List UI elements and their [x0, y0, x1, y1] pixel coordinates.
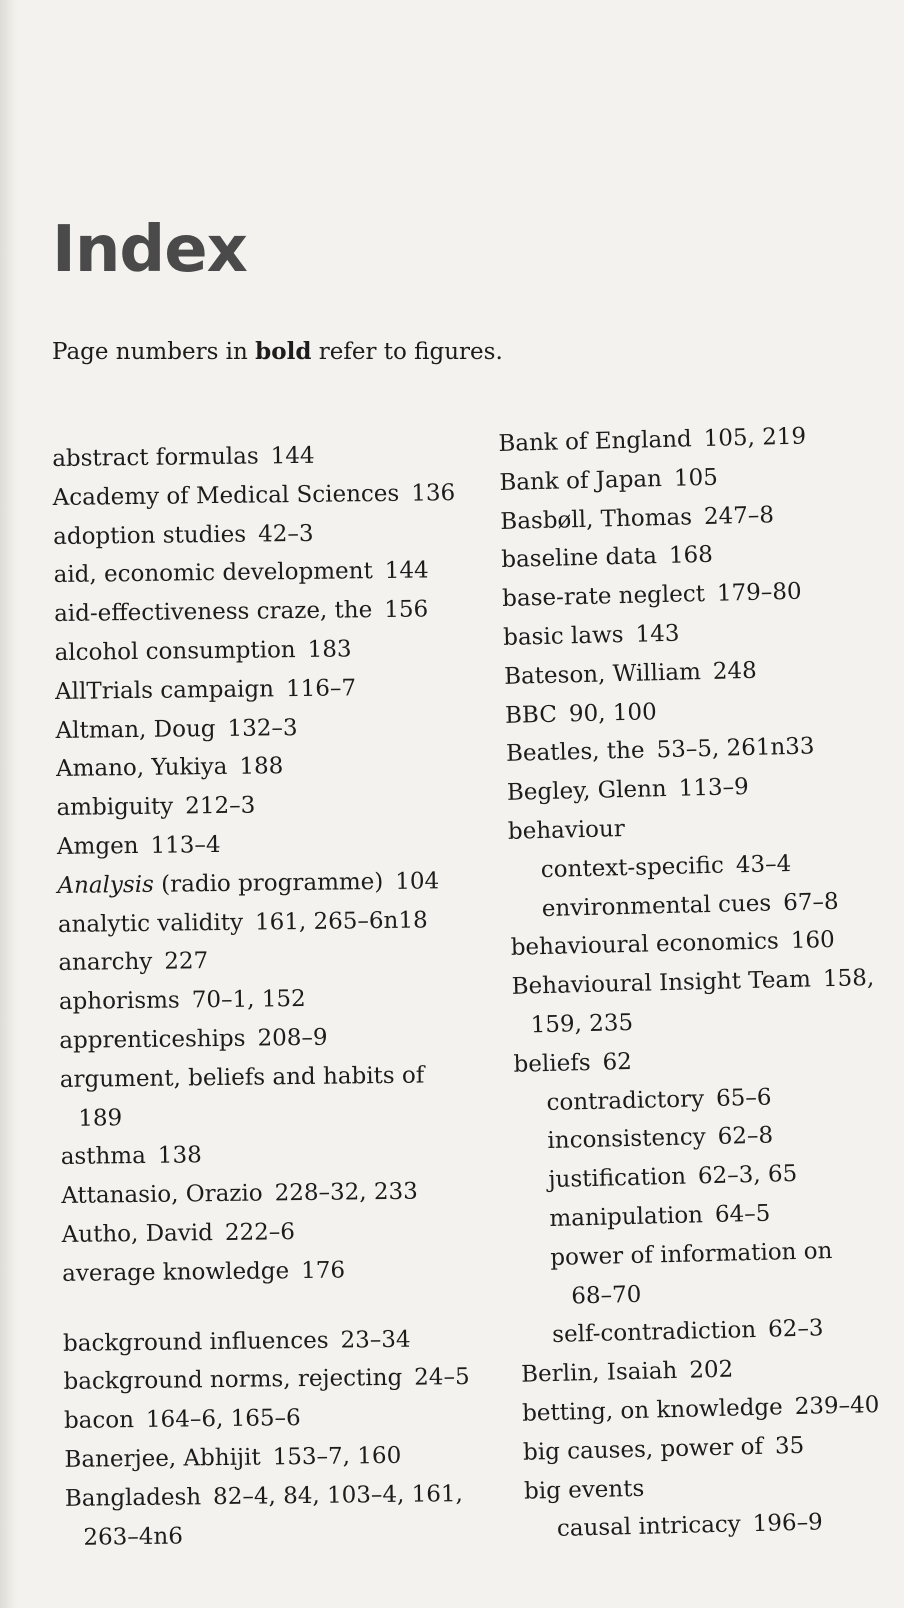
index-entry [56, 745, 486, 789]
entry-term: contradictory [546, 1085, 705, 1116]
entry-page-numbers: 116–7 [285, 675, 357, 702]
index-entry [65, 1474, 495, 1518]
entry-page-numbers: 136 [411, 479, 456, 507]
entry-term: aid, economic development [53, 558, 373, 589]
entry-term: Attanasio, Orazio [61, 1180, 263, 1210]
entry-page-numbers: 158, [822, 965, 875, 993]
entry-page-numbers: 138 [157, 1142, 202, 1170]
entry-term-italic: Analysis [57, 871, 155, 899]
entry-page-numbers: 168 [668, 542, 714, 570]
index-entry [59, 978, 489, 1022]
entry-page-numbers: 144 [270, 442, 315, 470]
index-note [52, 338, 503, 367]
entry-term: manipulation [549, 1202, 704, 1232]
index-entry [59, 1017, 489, 1061]
entry-term: betting, on knowledge [521, 1394, 784, 1427]
entry-page-numbers: 196–9 [752, 1509, 824, 1538]
entry-term: average knowledge [62, 1257, 290, 1287]
entry-term: Banerjee, Abhijit [64, 1444, 261, 1473]
entry-term: Altman, Doug [55, 715, 216, 744]
entry-term: base-rate neglect [501, 581, 706, 613]
entry-term: background norms, rejecting [63, 1365, 403, 1396]
entry-term: behaviour [507, 815, 626, 845]
index-column-right [498, 416, 904, 1550]
entry-page-numbers: 263–4n6 [83, 1522, 184, 1551]
entry-page-numbers: 212–3 [185, 792, 256, 820]
index-entry [63, 1358, 493, 1402]
entry-page-numbers: 67–8 [782, 888, 839, 916]
entry-term: adoption studies [53, 521, 247, 550]
entry-page-numbers: 104 [395, 868, 440, 895]
entry-page-numbers: 105, 219 [703, 423, 807, 452]
entry-page-numbers: 62–8 [717, 1122, 774, 1151]
entry-term: causal intricacy [556, 1511, 742, 1543]
entry-page-numbers: 189 [78, 1104, 123, 1132]
entry-term: Bateson, William [503, 658, 702, 690]
index-entry [54, 590, 484, 634]
entry-page-numbers: 239–40 [794, 1391, 880, 1420]
entry-page-numbers: 113–9 [678, 774, 750, 802]
entry-term: big events [523, 1475, 645, 1505]
entry-term: aid-effectiveness craze, the [53, 597, 373, 628]
index-note-suffix: refer to figures. [318, 339, 503, 365]
index-entry [61, 1172, 491, 1216]
index-entry [64, 1436, 494, 1480]
entry-term: Beatles, the [505, 737, 645, 768]
entry-page-numbers: 64–5 [714, 1200, 771, 1228]
index-entry [63, 1319, 493, 1363]
entry-term: beliefs [513, 1049, 591, 1078]
entry-term: Amgen [56, 832, 139, 860]
index-entry-continuation [65, 1513, 495, 1557]
index-entry [58, 939, 488, 983]
entry-page-numbers: 208–9 [257, 1024, 328, 1052]
entry-page-numbers: 105 [673, 464, 719, 492]
entry-page-numbers: 176 [300, 1257, 346, 1284]
entry-term: Berlin, Isaiah [520, 1358, 678, 1388]
entry-page-numbers: 68–70 [570, 1281, 642, 1309]
entry-term: Bangladesh [64, 1483, 202, 1512]
entry-term: inconsistency [547, 1124, 707, 1155]
entry-term: analytic validity [57, 909, 244, 938]
index-entry [56, 784, 486, 828]
entry-page-numbers: 43–4 [735, 850, 792, 879]
entry-page-numbers: 161, 265–6n18 [254, 907, 428, 936]
entry-term: BBC [504, 701, 558, 729]
entry-page-numbers: 156 [384, 596, 429, 624]
index-entry [54, 629, 484, 673]
entry-term: self-contradiction [551, 1317, 757, 1349]
entry-page-numbers: 202 [688, 1356, 734, 1384]
entry-page-numbers: 159, 235 [530, 1009, 634, 1039]
entry-term: anarchy [58, 949, 153, 977]
entry-page-numbers: 113–4 [150, 831, 221, 859]
index-entry [61, 1133, 491, 1177]
entry-page-numbers: 143 [635, 620, 680, 648]
entry-page-numbers: 247–8 [703, 501, 775, 530]
index-entry [52, 474, 482, 518]
entry-term: bacon [63, 1407, 135, 1435]
index-note-prefix: Page numbers in [52, 339, 248, 365]
entry-term: Behavioural Insight Team [511, 966, 812, 1000]
entry-term: alcohol consumption [54, 637, 296, 666]
index-entry-continuation [60, 1094, 490, 1138]
entry-page-numbers: 42–3 [257, 520, 314, 548]
entry-page-numbers: 62–3, 65 [697, 1161, 798, 1190]
entry-page-numbers: 144 [384, 557, 429, 585]
index-entry [61, 1211, 491, 1255]
index-entry [55, 706, 485, 750]
index-entry [53, 512, 483, 556]
entry-term: Autho, David [61, 1220, 214, 1248]
entry-page-numbers: 248 [712, 657, 758, 685]
entry-page-numbers: 164–6, 165–6 [145, 1405, 301, 1434]
entry-page-numbers: 53–5, 261n33 [656, 733, 815, 764]
index-entry [55, 668, 485, 712]
entry-page-numbers: 227 [164, 948, 209, 976]
entry-page-numbers: 153–7, 160 [272, 1442, 402, 1471]
entry-page-numbers: 70–1, 152 [191, 986, 306, 1014]
entry-term: context-specific [540, 852, 725, 883]
entry-page-numbers: 222–6 [224, 1219, 296, 1246]
entry-term: justification [548, 1163, 687, 1194]
entry-term: AllTrials campaign [54, 676, 275, 705]
index-entry [64, 1397, 494, 1441]
entry-term: baseline data [500, 543, 658, 574]
entry-term: big causes, power of [522, 1433, 764, 1466]
entry-page-numbers: 228–32, 233 [274, 1178, 419, 1207]
entry-page-numbers: 65–6 [715, 1084, 772, 1112]
entry-page-numbers: 160 [790, 927, 836, 955]
entry-term: (radio programme) [153, 868, 384, 898]
entry-page-numbers: 179–80 [716, 578, 802, 607]
entry-page-numbers: 183 [307, 636, 352, 663]
entry-page-numbers: 90, 100 [568, 698, 658, 727]
entry-page-numbers: 24–5 [414, 1364, 470, 1391]
entry-term: Begley, Glenn [506, 776, 667, 807]
index-entry [52, 435, 482, 479]
entry-page-numbers: 35 [774, 1432, 805, 1460]
entry-term: behavioural economics [510, 928, 780, 962]
index-entry [57, 861, 487, 905]
entry-term: Basbøll, Thomas [500, 503, 693, 535]
entry-term: Bank of Japan [499, 465, 663, 496]
entry-page-numbers: 132–3 [227, 714, 298, 742]
entry-term: Bank of England [498, 426, 693, 457]
entry-page-numbers: 23–34 [340, 1326, 411, 1354]
entry-term: argument, beliefs and habits of [59, 1062, 425, 1093]
index-entry [53, 551, 483, 595]
index-subentry [525, 1502, 904, 1550]
entry-page-numbers: 82–4, 84, 103–4, 161, [212, 1480, 464, 1510]
index-entry [60, 1055, 490, 1099]
entry-term: aphorisms [58, 987, 180, 1016]
page-title: Index [52, 213, 247, 287]
entry-term: ambiguity [56, 793, 174, 822]
entry-page-numbers: 188 [239, 753, 284, 781]
entry-term: apprenticeships [59, 1025, 246, 1054]
entry-term: environmental cues [541, 890, 772, 922]
entry-term: abstract formulas [52, 443, 259, 472]
entry-term: background influences [62, 1327, 329, 1357]
index-note-bold: bold [255, 338, 312, 365]
index-column-left [52, 435, 496, 1557]
index-entry [57, 823, 487, 867]
entry-term: basic laws [502, 621, 624, 651]
entry-term: power of information on [550, 1237, 833, 1271]
entry-term: Academy of Medical Sciences [52, 480, 400, 511]
entry-term: Amano, Yukiya [55, 754, 228, 783]
entry-term: asthma [60, 1143, 147, 1171]
index-entry [58, 900, 488, 944]
index-entry [62, 1249, 492, 1293]
entry-page-numbers: 62 [602, 1048, 633, 1076]
entry-page-numbers: 62–3 [767, 1315, 824, 1343]
